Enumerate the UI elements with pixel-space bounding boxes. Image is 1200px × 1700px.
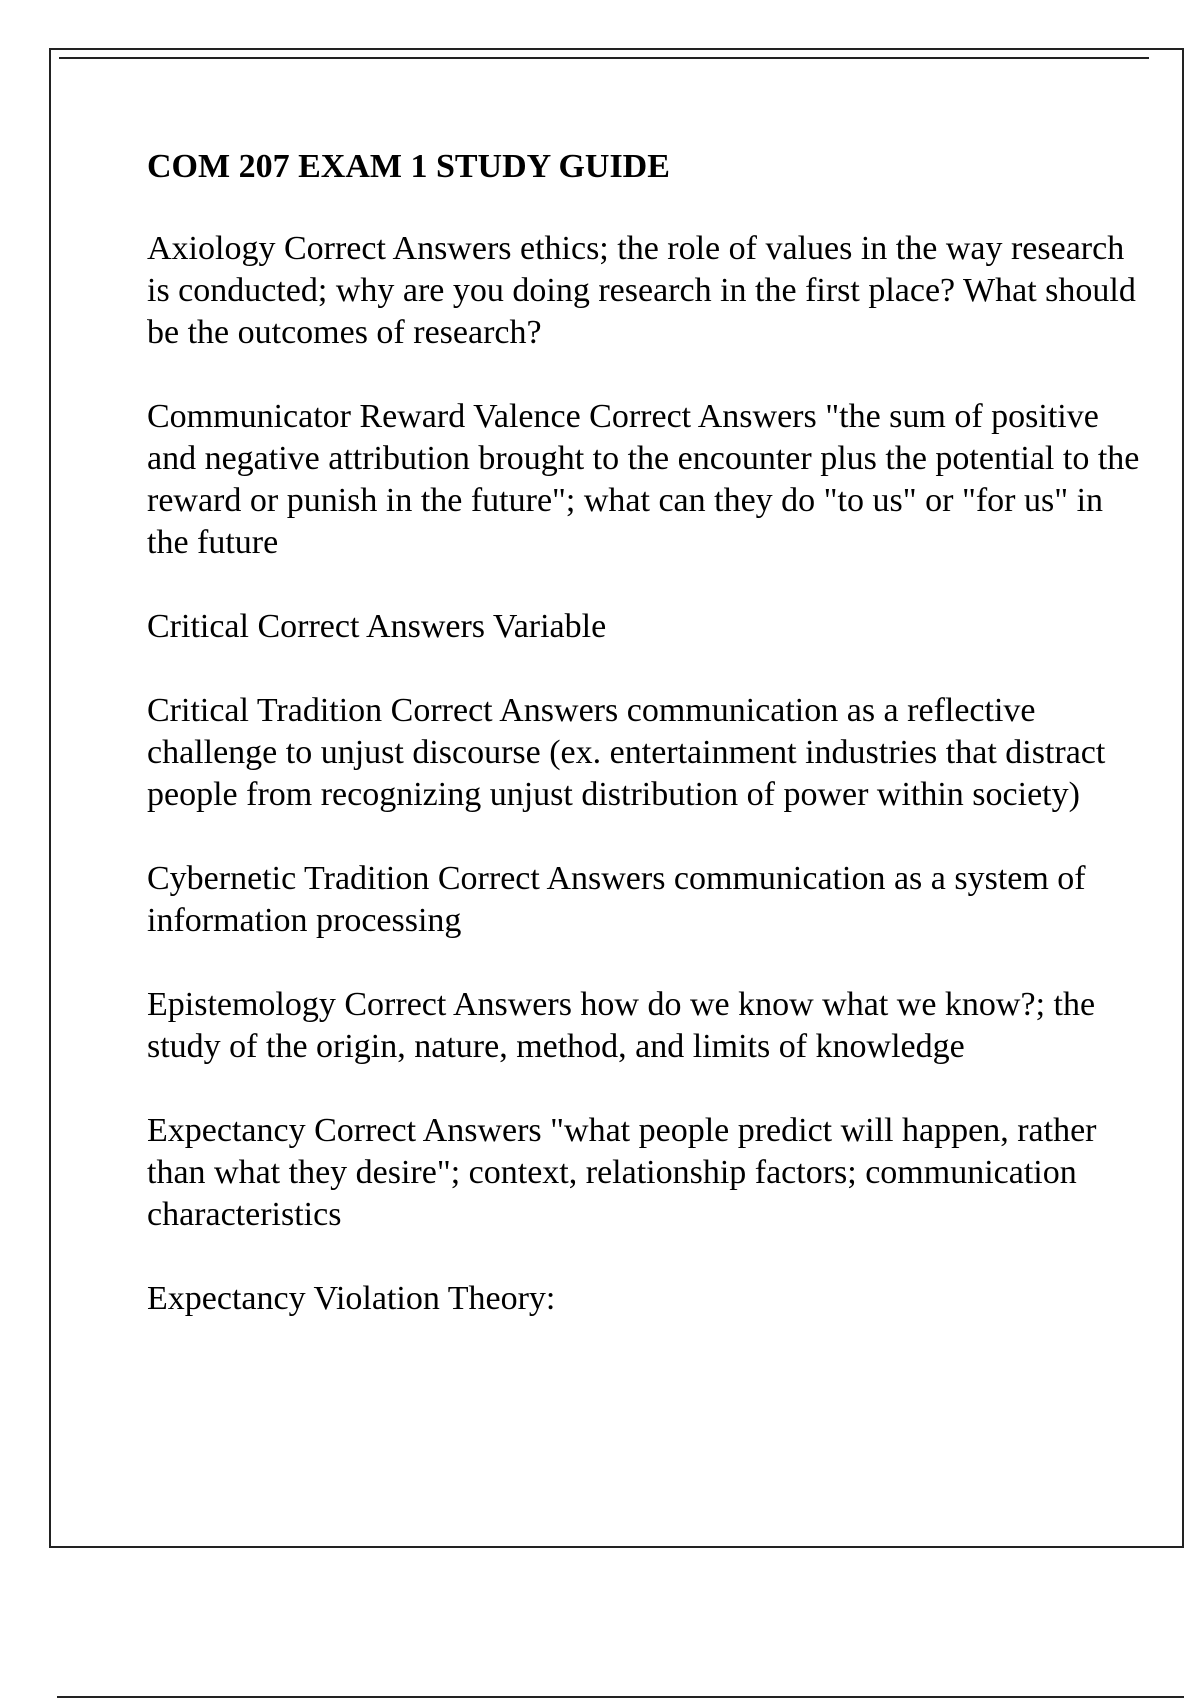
entry-cybernetic-tradition: Cybernetic Tradition Correct Answers communication as a system of information processing: [147, 860, 1086, 939]
page-title: COM 207 EXAM 1 STUDY GUIDE: [147, 148, 670, 185]
page-frame: [49, 48, 1184, 1548]
top-rule: [59, 57, 1149, 59]
entry-epistemology: Epistemology Correct Answers how do we know what we know?; the study of the origin, nature, method, and limits of knowledge: [147, 986, 1096, 1065]
entry-communicator-reward-valence: Communicator Reward Valence Correct Answers "the sum of positive and negative attribution brought to the encounter plus the potential to the reward or punish in the future"; what can they do "to us" or "for us" in the future: [147, 398, 1140, 561]
bottom-rule: [57, 1696, 1184, 1698]
document-body: [147, 146, 1147, 1362]
entry-critical-tradition: Critical Tradition Correct Answers communication as a reflective challenge to unjust discourse (ex. entertainment industries that distract people from recognizing unjust distribution of power within society): [147, 692, 1106, 813]
entry-expectancy-violation-theory: Expectancy Violation Theory:: [147, 1280, 556, 1317]
entry-axiology: Axiology Correct Answers ethics; the role of values in the way research is conducted; why are you doing research in the first place? What should be the outcomes of research?: [147, 230, 1136, 351]
entry-critical: Critical Correct Answers Variable: [147, 608, 607, 645]
entry-expectancy: Expectancy Correct Answers "what people predict will happen, rather than what they desire"; context, relationship factors; communication characteristics: [147, 1112, 1097, 1233]
